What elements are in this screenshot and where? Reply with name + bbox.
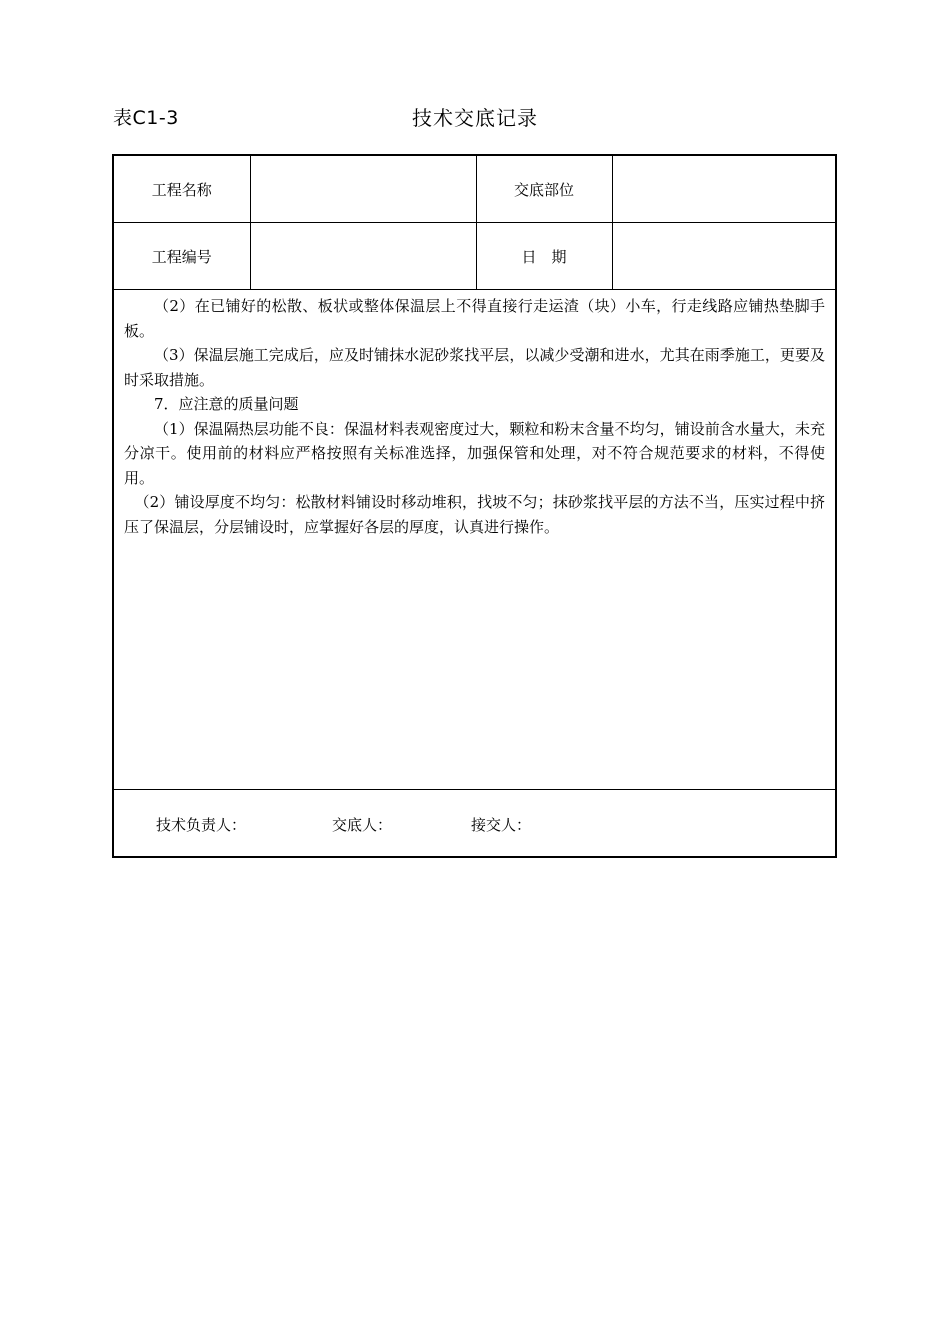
- location-label: 交底部位: [476, 156, 612, 223]
- project-no-field[interactable]: [250, 223, 476, 290]
- page-title: 技术交底记录: [412, 106, 538, 130]
- info-table: [114, 156, 835, 290]
- content-paragraph: （3）保温层施工完成后，应及时铺抹水泥砂浆找平层，以减少受潮和进水，尤其在雨季施工，更要及时采取措施。: [124, 346, 825, 389]
- content-paragraph: （2）铺设厚度不均匀：松散材料铺设时移动堆积，找坡不匀；抹砂浆找平层的方法不当，压实过程中挤压了保温层，分层铺设时，应掌握好各层的厚度，认真进行操作。: [124, 493, 825, 536]
- date-field[interactable]: [612, 223, 835, 290]
- location-field[interactable]: [612, 156, 835, 223]
- table-row: [114, 156, 835, 223]
- date-label: 日 期: [476, 223, 612, 290]
- form-code: 表C1-3: [113, 107, 179, 129]
- project-name-field[interactable]: [250, 156, 476, 223]
- signature-row: [114, 789, 835, 856]
- project-no-label: 工程编号: [114, 223, 250, 290]
- project-name-label: 工程名称: [114, 156, 250, 223]
- tech-lead-label: 技术负责人：: [156, 816, 247, 834]
- disclosure-content: [114, 290, 835, 790]
- content-paragraph: （2）在已铺好的松散、板状或整体保温层上不得直接行走运渣（块）小车，行走线路应铺热垫脚手板。: [124, 297, 825, 340]
- section-heading: 7．应注意的质量问题: [154, 395, 299, 413]
- receiver-label: 接交人：: [471, 816, 532, 834]
- table-row: [114, 223, 835, 290]
- disclosure-form: [112, 154, 837, 858]
- content-paragraph: （1）保温隔热层功能不良：保温材料表观密度过大，颗粒和粉末含量不均匀，铺设前含水量大，未充分凉干。使用前的材料应严格按照有关标准选择，加强保管和处理，对不符合规范要求的材料，不得使用。: [124, 419, 825, 487]
- discloser-label: 交底人：: [332, 816, 393, 834]
